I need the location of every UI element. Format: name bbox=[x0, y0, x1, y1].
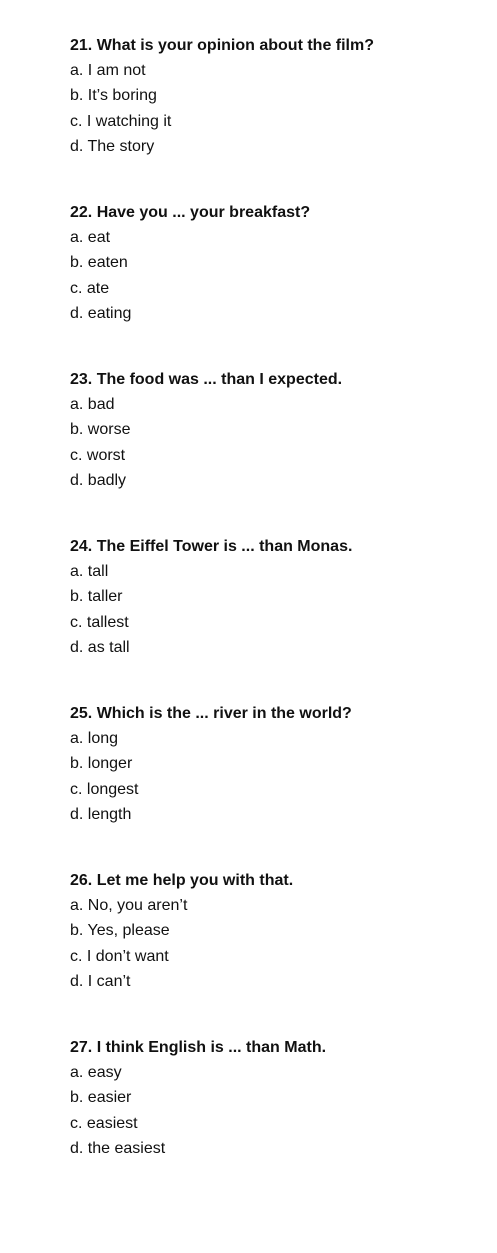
question-25 bbox=[70, 701, 470, 827]
option-b: b. Yes, please bbox=[70, 922, 170, 940]
question-title: 24. The Eiffel Tower is ... than Monas. bbox=[70, 538, 353, 555]
question-22 bbox=[70, 200, 470, 326]
question-title: 23. The food was ... than I expected. bbox=[70, 371, 343, 388]
question-title: 22. Have you ... your breakfast? bbox=[70, 204, 311, 221]
option-a: a. bad bbox=[70, 396, 115, 413]
option-b: b. worse bbox=[70, 421, 131, 439]
question-23 bbox=[70, 367, 470, 493]
option-c: c. longest bbox=[70, 780, 139, 798]
option-d: d. eating bbox=[70, 304, 132, 322]
option-b: b. easier bbox=[70, 1089, 132, 1107]
option-d: d. as tall bbox=[70, 638, 130, 656]
option-d: d. The story bbox=[70, 137, 155, 155]
option-a: a. easy bbox=[70, 1064, 122, 1081]
question-24 bbox=[70, 534, 470, 660]
question-26 bbox=[70, 868, 470, 994]
option-c: c. ate bbox=[70, 279, 110, 297]
option-d: d. length bbox=[70, 805, 132, 823]
option-a: a. long bbox=[70, 730, 119, 747]
option-a: a. No, you aren’t bbox=[70, 897, 188, 914]
option-b: b. taller bbox=[70, 588, 123, 606]
option-c: c. tallest bbox=[70, 613, 129, 631]
option-b: b. It’s boring bbox=[70, 87, 157, 105]
option-c: c. worst bbox=[70, 446, 126, 464]
option-d: d. badly bbox=[70, 471, 127, 489]
option-c: c. I watching it bbox=[70, 112, 172, 130]
option-c: c. easiest bbox=[70, 1114, 138, 1132]
question-title: 26. Let me help you with that. bbox=[70, 872, 294, 889]
question-title: 21. What is your opinion about the film? bbox=[70, 37, 374, 54]
option-d: d. the easiest bbox=[70, 1139, 166, 1157]
option-a: a. eat bbox=[70, 229, 111, 246]
option-a: a. tall bbox=[70, 563, 109, 580]
option-c: c. I don’t want bbox=[70, 947, 169, 965]
question-title: 25. Which is the ... river in the world? bbox=[70, 705, 352, 722]
option-a: a. I am not bbox=[70, 62, 146, 79]
question-title: 27. I think English is ... than Math. bbox=[70, 1039, 327, 1056]
option-b: b. eaten bbox=[70, 254, 128, 272]
option-d: d. I can’t bbox=[70, 972, 131, 990]
question-27 bbox=[70, 1035, 470, 1161]
option-b: b. longer bbox=[70, 755, 133, 773]
question-21 bbox=[70, 33, 470, 159]
